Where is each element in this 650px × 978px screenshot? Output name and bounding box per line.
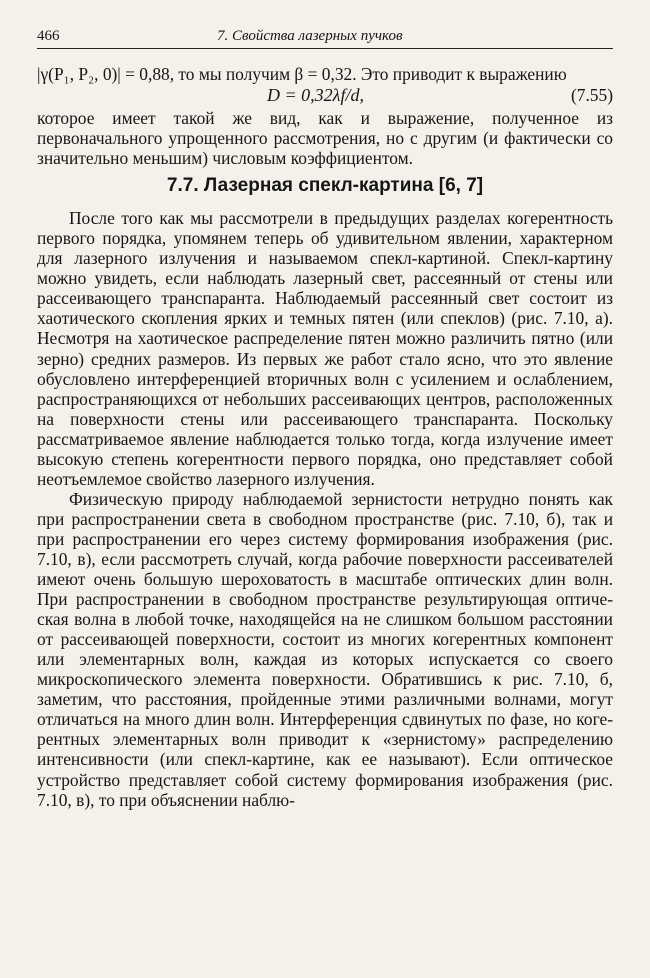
lead-paragraph: |γ(P₁, P₂, 0)| = 0,88, то мы получим β = 0,32. Это приводит к выражению [37,64,567,84]
equation-row [37,85,613,107]
page-number: 466 [37,28,60,44]
section-heading: 7.7. Лазерная спекл-картина [6, 7] [166,175,484,197]
equation-formula: D = 0,32λf/d, [267,85,364,106]
running-header [37,26,613,49]
continuation-paragraph: которое имеет такой же вид, как и выражение, полученное из первоначального упрощенного рассмотрения, но с другим (и фактически со значительно меньшим) числовым коэффициентом. [37,108,613,169]
equation-number: (7.55) [570,85,613,106]
book-page [37,26,613,810]
body-paragraph-2: Физическую природу наблюдаемой зернистости нетрудно понять как при распространении света в свободном пространстве (рис. 7.10, б), так и при распространении его через систему формирования изображения (рис. 7.10, в), если рассмотреть случай, когда рабочие поверхности рассеивателей имеют очень большую шероховатость в масштабе оптических длин волн. При распространении в свободном пространстве результирующая оптическая волна в любой точке, находящейся на не слишком большом расстоянии от рассеивающей поверхности, состоит из многих когерентных компонент или элементарных волн, каждая из которых испускается со своего микроскопического элемента поверхности. Обратившись к рис. 7.10, б, заметим, что расстояния, пройденные этими различными волнами, могут отличаться на много длин волн. Интерференция сдвинутых по фазе, но когерентных элементарных волн приводит к «зернистому» распределению интенсивности (или спекл-картине, как ее называют). Если оптическое устройство представляет собой систему формирования изображения (рис. 7.10, в), то при объяснении наблю- [37,488,613,810]
running-title: 7. Свойства лазерных пучков [217,28,403,44]
body-paragraph-1: После того как мы рассмотрели в предыдущих разделах когерентность первого порядка, упомянем теперь об удивительном явлении, характерном для лазерного излучения и называемом спекл-картиной. Спекл-картину можно увидеть, если наблюдать лазерный свет, рассеянный от стены или рассеивающего транспаранта. Наблюдаемый рассеянный свет состоит из хаотического скопления ярких и темных пятен (или спеклов) (рис. 7.10, а). Несмотря на хаотическое распределение пятен можно различить пятно (или зерно) средних размеров. Из первых же работ стало ясно, что это явление обусловлено интерференцией вторичных волн с усилением и ослаблением, распространяющихся от небольших рассеивающих центров, расположенных на поверхности стены или рассеивающего транспаранта. Поскольку рассматриваемое явление наблюдается только тогда, когда излучение имеет высокую степень когерентности первого порядка, оно представляет собой неотъемлемое свойство лазерного излучения. [37,208,613,489]
